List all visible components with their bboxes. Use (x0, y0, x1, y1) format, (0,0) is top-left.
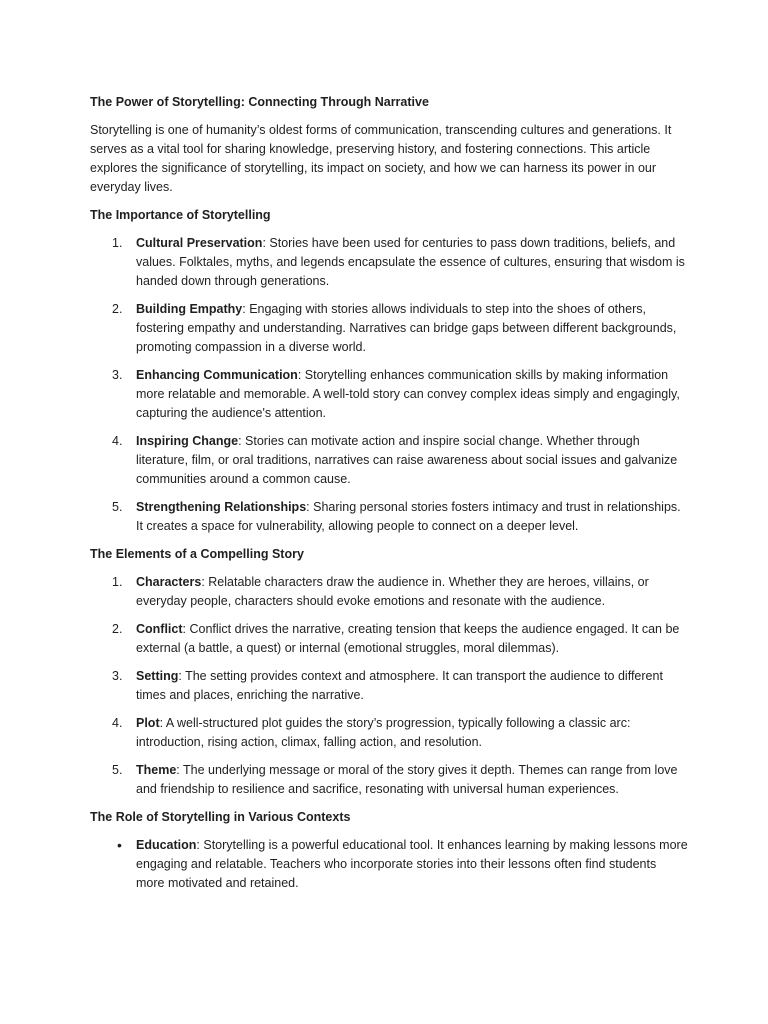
list-item (90, 714, 688, 752)
bullet-icon: • (117, 837, 122, 853)
list-item-term: Building Empathy (136, 302, 243, 316)
list-item-text: : Storytelling is a powerful educational tool. It enhances learning by making lessons more engaging and relatable. Teachers who incorporate stories into their lessons often find students more motivated and retained. (136, 838, 688, 890)
section-heading-importance: The Importance of Storytelling (90, 208, 271, 222)
list-item-text: : Sharing personal stories fosters intimacy and trust in relationships. It creates a space for vulnerability, allowing people to connect on a deeper level. (136, 500, 681, 533)
list-number: 3. (112, 368, 123, 382)
list-number: 1. (112, 236, 123, 250)
section-heading-contexts: The Role of Storytelling in Various Contexts (90, 810, 351, 824)
list-item-text: : Conflict drives the narrative, creating tension that keeps the audience engaged. It can be external (a battle, a quest) or internal (emotional struggles, moral dilemmas). (136, 622, 680, 655)
list-item (90, 300, 688, 357)
list-number: 2. (112, 622, 123, 636)
list-item-text: : Stories have been used for centuries to pass down traditions, beliefs, and values. Folktales, myths, and legends encapsulate the essence of cultures, ensuring that wisdom is handed down through generations. (136, 236, 685, 288)
list-number: 4. (112, 716, 123, 730)
list-item-text: : Stories can motivate action and inspire social change. Whether through literature, film, or oral traditions, narratives can raise awareness about social issues and galvanize communities around a common cause. (136, 434, 678, 486)
list-item-term: Strengthening Relationships (136, 500, 307, 514)
list-number: 1. (112, 575, 123, 589)
list-number: 5. (112, 763, 123, 777)
list-item-term: Cultural Preservation (136, 236, 263, 250)
list-item-text: : Relatable characters draw the audience in. Whether they are heroes, villains, or everyday people, characters should evoke emotions and resonate with the audience. (136, 575, 649, 608)
list-item (90, 620, 688, 658)
list-item-term: Theme (136, 763, 177, 777)
list-item-term: Characters (136, 575, 202, 589)
list-item-text: : A well-structured plot guides the story’s progression, typically following a classic arc: introduction, rising action, climax, falling action, and resolution. (136, 716, 631, 749)
list-item (90, 234, 688, 291)
list-item (90, 366, 688, 423)
list-item (90, 432, 688, 489)
list-number: 4. (112, 434, 123, 448)
list-item (90, 498, 688, 536)
list-item-text: : Storytelling enhances communication skills by making information more relatable and memorable. A well-told story can convey complex ideas simply and engagingly, capturing the audience's attention. (136, 368, 680, 420)
list-item (90, 761, 688, 799)
list-item-term: Education (136, 838, 197, 852)
section-heading-elements: The Elements of a Compelling Story (90, 547, 304, 561)
list-item (90, 667, 688, 705)
contexts-list (90, 836, 688, 893)
list-item (90, 836, 688, 893)
list-item (90, 573, 688, 611)
list-number: 5. (112, 500, 123, 514)
list-number: 3. (112, 669, 123, 683)
list-item-text: : Engaging with stories allows individuals to step into the shoes of others, fostering empathy and understanding. Narratives can bridge gaps between different backgrounds, promoting compassion in a diverse world. (136, 302, 677, 354)
list-item-text: : The underlying message or moral of the story gives it depth. Themes can range from love and friendship to resilience and sacrifice, resonating with universal human experiences. (136, 763, 678, 796)
list-item-term: Inspiring Change (136, 434, 239, 448)
list-item-text: : The setting provides context and atmosphere. It can transport the audience to different times and places, enriching the narrative. (136, 669, 663, 702)
list-item-term: Plot (136, 716, 160, 730)
elements-list (90, 573, 688, 799)
list-item-term: Setting (136, 669, 179, 683)
list-number: 2. (112, 302, 123, 316)
list-item-term: Enhancing Communication (136, 368, 298, 382)
importance-list (90, 234, 688, 536)
intro-paragraph: Storytelling is one of humanity’s oldest forms of communication, transcending cultures and generations. It serves as a vital tool for sharing knowledge, preserving history, and fostering connections. This article explores the significance of storytelling, its impact on society, and how we can harness its power in our everyday lives. (90, 123, 672, 194)
document-content (90, 93, 688, 902)
list-item-term: Conflict (136, 622, 183, 636)
document-title: The Power of Storytelling: Connecting Through Narrative (90, 95, 429, 109)
